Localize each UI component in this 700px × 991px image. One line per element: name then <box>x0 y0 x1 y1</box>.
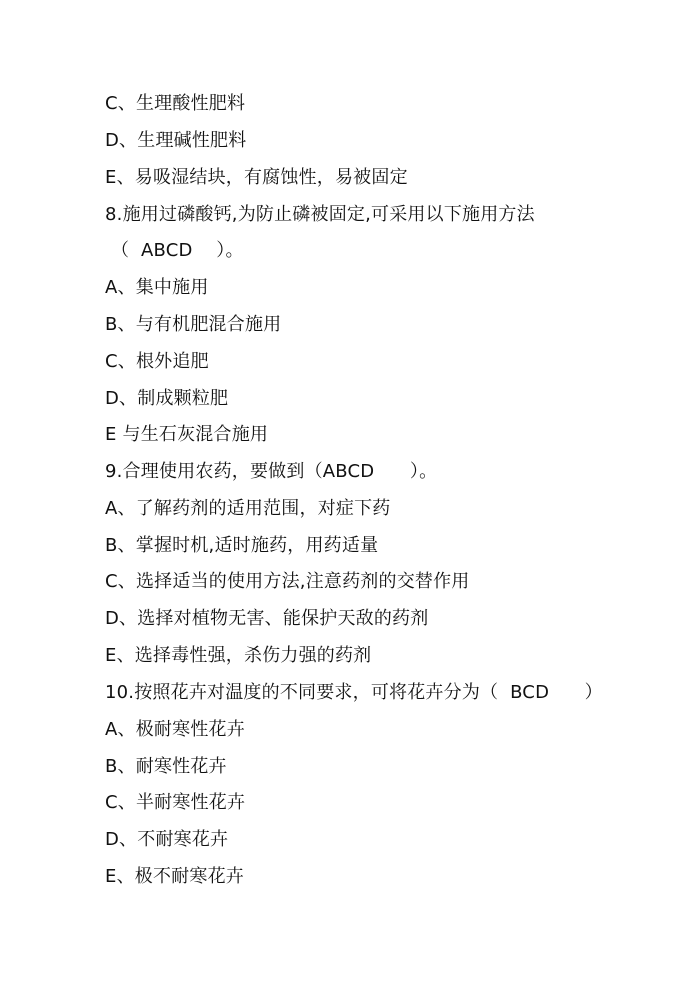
option-a-q8: A、集中施用 <box>105 277 209 298</box>
option-b-q9: B、掌握时机,适时施药，用药适量 <box>105 535 379 556</box>
option-d-q8: D、制成颗粒肥 <box>105 388 229 409</box>
option-c-q8: C、根外追肥 <box>105 351 209 372</box>
question-8: 8.施用过磷酸钙,为防止磷被固定,可采用以下施用方法 <box>105 204 535 225</box>
option-c-q7: C、生理酸性肥料 <box>105 93 246 114</box>
option-c-q10: C、半耐寒性花卉 <box>105 792 246 813</box>
option-a-q10: A、极耐寒性花卉 <box>105 719 245 740</box>
question-8-answer: （ ABCD ）。 <box>111 240 244 261</box>
option-c-q9: C、选择适当的使用方法,注意药剂的交替作用 <box>105 571 470 592</box>
option-a-q9: A、了解药剂的适用范围，对症下药 <box>105 498 391 519</box>
question-9: 9.合理使用农药，要做到（ABCD ）。 <box>105 461 438 482</box>
question-10: 10.按照花卉对温度的不同要求，可将花卉分为（ BCD ） <box>105 682 603 703</box>
option-e-q9: E、选择毒性强，杀伤力强的药剂 <box>105 645 372 666</box>
option-b-q10: B、耐寒性花卉 <box>105 756 227 777</box>
option-e-q7: E、易吸湿结块，有腐蚀性，易被固定 <box>105 167 408 188</box>
option-e-q10: E、极不耐寒花卉 <box>105 866 244 887</box>
option-d-q10: D、不耐寒花卉 <box>105 829 229 850</box>
option-d-q7: D、生理碱性肥料 <box>105 130 247 151</box>
option-b-q8: B、与有机肥混合施用 <box>105 314 282 335</box>
option-d-q9: D、选择对植物无害、能保护天敌的药剂 <box>105 608 429 629</box>
option-e-q8: E 与生石灰混合施用 <box>105 424 269 445</box>
